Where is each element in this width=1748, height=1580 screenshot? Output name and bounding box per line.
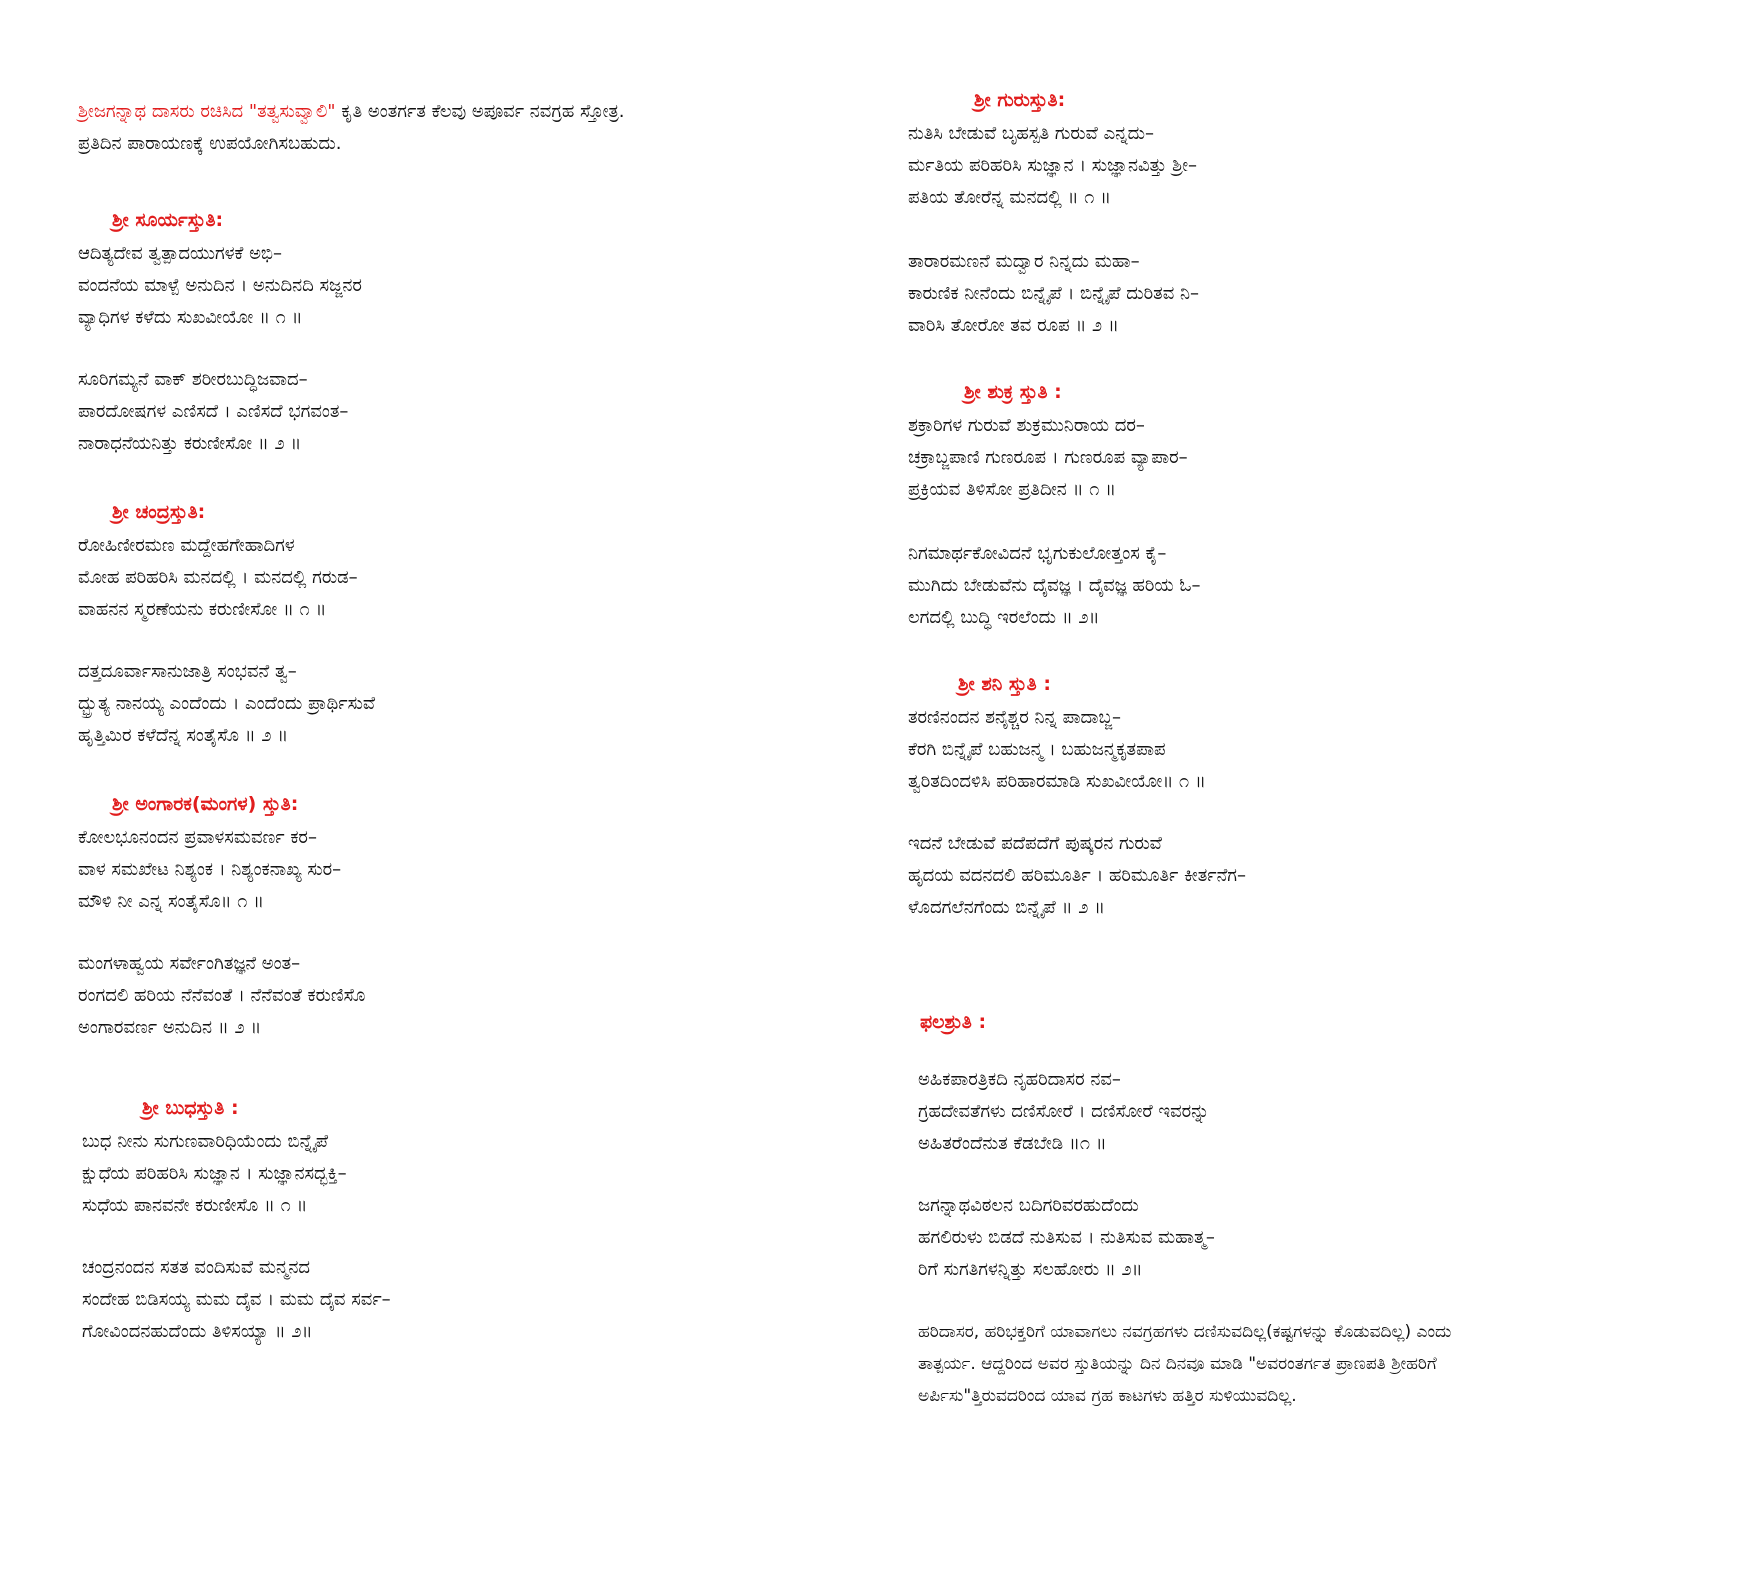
stanza-surya-2 bbox=[78, 364, 348, 460]
section-heading: ಶ್ರೀ ಚಂದ್ರಸ್ತುತಿ: bbox=[112, 501, 206, 523]
heading-shukra bbox=[964, 376, 1062, 408]
verse-line: ವ್ಯಾಧಿಗಳ ಕಳೆದು ಸುಖವೀಯೋ ॥ ೧ ॥ bbox=[78, 307, 303, 328]
stanza-guru-2 bbox=[908, 246, 1199, 342]
heading-budha bbox=[142, 1092, 239, 1124]
verse-line: ಮೋಹ ಪರಿಹರಿಸಿ ಮನದಲ್ಲಿ । ಮನದಲ್ಲಿ ಗರುಡ– bbox=[78, 567, 358, 588]
verse-line: ಬುಧ ನೀನು ಸುಗುಣವಾರಿಧಿಯೆಂದು ಬಿನ್ನೈಪೆ bbox=[82, 1131, 329, 1152]
verse-line: ನಿಗಮಾರ್ಥಕೋವಿದನೆ ಭೃಗುಕುಲೋತ್ತಂಸ ಕೈ– bbox=[908, 543, 1167, 564]
verse-line: ಅಹಿತರೆಂದೆನುತ ಕೆಡಬೇಡಿ ॥೧ ॥ bbox=[918, 1133, 1107, 1154]
stanza-shani-2 bbox=[908, 828, 1246, 924]
stanza-surya-1 bbox=[78, 238, 362, 334]
verse-line: ಪ್ರಕ್ರಿಯವ ತಿಳಿಸೋ ಪ್ರತಿದೀನ ॥ ೧ ॥ bbox=[908, 479, 1116, 500]
verse-line: ಳೊದಗಲೆನಗೆಂದು ಬಿನ್ನೈಪೆ ॥ ೨ ॥ bbox=[908, 897, 1105, 918]
heading-guru bbox=[974, 84, 1065, 116]
verse-line: ಮುಗಿದು ಬೇಡುವೆನು ದೈವಜ್ಞ । ದೈವಜ್ಞ ಹರಿಯ ಓ– bbox=[908, 575, 1201, 596]
closing-line: ತಾತ್ಪರ್ಯ. ಆದ್ದರಿಂದ ಅವರ ಸ್ತುತಿಯನ್ನು ದಿನ ದಿನವೂ ಮಾಡಿ "ಅವರಂತರ್ಗತ ಪ್ರಾಣಪತಿ ಶ್ರೀಹರಿಗೆ bbox=[918, 1354, 1437, 1374]
verse-line: ರ್ಮತಿಯ ಪರಿಹರಿಸಿ ಸುಜ್ಞಾನ । ಸುಜ್ಞಾನವಿತ್ತು ಶ್ರೀ– bbox=[908, 155, 1198, 176]
verse-line: ನಾರಾಧನೆಯನಿತ್ತು ಕರುಣೀಸೋ ॥ ೨ ॥ bbox=[78, 433, 302, 454]
verse-line: ಹೃತ್ತಿಮಿರ ಕಳೆದೆನ್ನ ಸಂತೈಸೊ ॥ ೨ ॥ bbox=[78, 725, 289, 746]
intro-line-2: ಪ್ರತಿದಿನ ಪಾರಾಯಣಕ್ಕೆ ಉಪಯೋಗಿಸಬಹುದು. bbox=[78, 133, 342, 154]
verse-line: ಚಂದ್ರನಂದನ ಸತತ ವಂದಿಸುವೆ ಮನ್ಮನದ bbox=[82, 1257, 311, 1278]
verse-line: ಶಕ್ರಾರಿಗಳ ಗುರುವೆ ಶುಕ್ರಮುನಿರಾಯ ದರ– bbox=[908, 415, 1145, 436]
verse-line: ವಾಹನನ ಸ್ಮರಣೆಯನು ಕರುಣೀಸೋ ॥ ೧ ॥ bbox=[78, 599, 327, 620]
verse-line: ರೋಹಿಣೀರಮಣ ಮದ್ದೇಹಗೇಹಾದಿಗಳ bbox=[78, 535, 295, 556]
closing-paragraph bbox=[918, 1316, 1451, 1412]
stanza-phalashruti-1 bbox=[918, 1064, 1209, 1160]
verse-line: ನುತಿಸಿ ಬೇಡುವೆ ಬೃಹಸ್ಪತಿ ಗುರುವೆ ಎನ್ನದು– bbox=[908, 123, 1154, 144]
verse-line: ವಂದನೆಯ ಮಾಳ್ಪೆ ಅನುದಿನ । ಅನುದಿನದಿ ಸಜ್ಜನರ bbox=[78, 275, 362, 296]
verse-line: ಜಗನ್ನಾಥವಿಠಲನ ಬದಿಗರಿವರಹುದೆಂದು bbox=[918, 1195, 1139, 1216]
verse-line: ಸೂರಿಗಮ್ಯನೆ ವಾಕ್ ಶರೀರಬುದ್ಧಿಜವಾದ– bbox=[78, 369, 308, 390]
verse-line: ಚಕ್ರಾಬ್ಜಪಾಣಿ ಗುಣರೂಪ । ಗುಣರೂಪ ವ್ಯಾಪಾರ– bbox=[908, 447, 1188, 468]
section-heading: ಶ್ರೀ ಗುರುಸ್ತುತಿ: bbox=[974, 89, 1066, 111]
verse-line: ಕ್ಷುಧೆಯ ಪರಿಹರಿಸಿ ಸುಜ್ಞಾನ । ಸುಜ್ಞಾನಸದ್ಭಕ್ತಿ– bbox=[82, 1163, 347, 1184]
verse-line: ಅಹಿಕಪಾರತ್ರಿಕದಿ ನೃಹರಿದಾಸರ ನವ– bbox=[918, 1069, 1121, 1090]
section-heading: ಫಲಶ್ರುತಿ : bbox=[920, 1011, 987, 1033]
stanza-angaraka-2 bbox=[78, 948, 365, 1044]
verse-line: ಪಾರದೋಷಗಳ ಎಣಿಸದೆ । ಎಣಿಸದೆ ಭಗವಂತ– bbox=[78, 401, 349, 422]
verse-line: ಅಂಗಾರವರ್ಣ ಅನುದಿನ ॥ ೨ ॥ bbox=[78, 1017, 262, 1038]
heading-surya bbox=[112, 204, 223, 236]
verse-line: ತ್ವರಿತದಿಂದಳಿಸಿ ಪರಿಹಾರಮಾಡಿ ಸುಖವೀಯೋ॥ ೧ ॥ bbox=[908, 771, 1206, 792]
section-heading: ಶ್ರೀ ಅಂಗಾರಕ(ಮಂಗಳ) ಸ್ತುತಿ: bbox=[112, 793, 299, 815]
verse-line: ವಾಳ ಸಮಖೇಟ ನಿಶ್ಯಂಕ । ನಿಶ್ಯಂಕನಾಖ್ಯ ಸುರ– bbox=[78, 859, 342, 880]
heading-phalashruti bbox=[920, 1006, 986, 1038]
intro-rest: ಕೃತಿ ಅಂತರ್ಗತ ಕೆಲವು ಅಪೂರ್ವ ನವಗ್ರಹ ಸ್ತೋತ್ರ. bbox=[335, 101, 625, 122]
verse-line: ಆದಿತ್ಯದೇವ ತ್ವತ್ಪಾದಯುಗಳಕೆ ಅಭಿ– bbox=[78, 243, 283, 264]
stanza-chandra-2 bbox=[78, 656, 375, 752]
heading-shani bbox=[958, 668, 1051, 700]
intro-block bbox=[78, 96, 625, 160]
stanza-phalashruti-2 bbox=[918, 1190, 1215, 1286]
verse-line: ಹಗಲಿರುಳು ಬಿಡದೆ ನುತಿಸುವ । ನುತಿಸುವ ಮಹಾತ್ಮ– bbox=[918, 1227, 1215, 1248]
heading-chandra bbox=[112, 496, 205, 528]
verse-line: ಕೋಲಭೂನಂದನ ಪ್ರವಾಳಸಮವರ್ಣ ಕರ– bbox=[78, 827, 317, 848]
verse-line: ಸುಧೆಯ ಪಾನವನೇ ಕರುಣೀಸೊ ॥ ೧ ॥ bbox=[82, 1195, 308, 1216]
stanza-shani-1 bbox=[908, 702, 1206, 798]
verse-line: ಗೋವಿಂದನಹುದೆಂದು ತಿಳಿಸಯ್ಯಾ ॥ ೨॥ bbox=[82, 1321, 313, 1342]
stanza-shukra-2 bbox=[908, 538, 1200, 634]
verse-line: ಕೆರಗಿ ಬಿನ್ನೈಪೆ ಬಹುಜನ್ಮ । ಬಹುಜನ್ಮಕೃತಪಾಪ bbox=[908, 739, 1166, 760]
stanza-shukra-1 bbox=[908, 410, 1188, 506]
intro-line-1 bbox=[78, 96, 625, 128]
closing-line: ಹರಿದಾಸರ, ಹರಿಭಕ್ತರಿಗೆ ಯಾವಾಗಲು ನವಗ್ರಹಗಳು ದಣಿಸುವದಿಲ್ಲ(ಕಷ್ಟಗಳನ್ನು ಕೊಡುವದಿಲ್ಲ) ಎಂದು bbox=[918, 1322, 1452, 1342]
verse-line: ಇದನೆ ಬೇಡುವೆ ಪದೆಪದೆಗೆ ಪುಷ್ಕರನ ಗುರುವೆ bbox=[908, 833, 1162, 854]
stanza-guru-1 bbox=[908, 118, 1197, 214]
verse-line: ಮೌಳಿ ನೀ ಎನ್ನ ಸಂತೈಸೊ॥ ೧ ॥ bbox=[78, 891, 265, 912]
stanza-chandra-1 bbox=[78, 530, 358, 626]
verse-line: ದತ್ತದೂರ್ವಾಸಾನುಜಾತ್ರಿ ಸಂಭವನೆ ತ್ವ– bbox=[78, 661, 297, 682]
verse-line: ತರಣಿನಂದನ ಶನೈಶ್ಚರ ನಿನ್ನ ಪಾದಾಬ್ಜ– bbox=[908, 707, 1121, 728]
verse-line: ದ್ಭ್ರುತ್ಯ ನಾನಯ್ಯ ಎಂದೆಂದು । ಎಂದೆಂದು ಪ್ರಾರ್ಥಿಸುವೆ bbox=[78, 693, 376, 714]
verse-line: ರಂಗದಲಿ ಹರಿಯ ನೆನೆವಂತೆ । ನೆನೆವಂತೆ ಕರುಣಿಸೊ bbox=[78, 985, 366, 1006]
verse-line: ತಾರಾರಮಣನೆ ಮದ್ವಾರ ನಿನ್ನದು ಮಹಾ– bbox=[908, 251, 1140, 272]
stanza-angaraka-1 bbox=[78, 822, 341, 918]
verse-line: ಲಗದಲ್ಲಿ ಬುದ್ಧಿ ಇರಲೆಂದು ॥ ೨॥ bbox=[908, 607, 1100, 628]
verse-line: ಹೃದಯ ವದನದಲಿ ಹರಿಮೂರ್ತಿ । ಹರಿಮೂರ್ತಿ ಕೀರ್ತನೆಗ– bbox=[908, 865, 1247, 886]
verse-line: ಗ್ರಹದೇವತೆಗಳು ದಣಿಸೋರೆ । ದಣಿಸೋರೆ ಇವರನ್ನು bbox=[918, 1101, 1210, 1122]
verse-line: ಸಂದೇಹ ಬಿಡಿಸಯ್ಯ ಮಮ ದೈವ । ಮಮ ದೈವ ಸರ್ವ– bbox=[82, 1289, 391, 1310]
verse-line: ಮಂಗಳಾಹ್ವಯ ಸರ್ವೇಂಗಿತಜ್ಞನೆ ಅಂತ– bbox=[78, 953, 301, 974]
section-heading: ಶ್ರೀ ಶುಕ್ರ ಸ್ತುತಿ : bbox=[964, 381, 1062, 403]
section-heading: ಶ್ರೀ ಬುಧಸ್ತುತಿ : bbox=[142, 1097, 239, 1119]
verse-line: ಕಾರುಣಿಕ ನೀನೆಂದು ಬಿನ್ನೈಪೆ । ಬಿನ್ನೈಪೆ ದುರಿತವ ನಿ– bbox=[908, 283, 1199, 304]
section-heading: ಶ್ರೀ ಶನಿ ಸ್ತುತಿ : bbox=[958, 673, 1051, 695]
verse-line: ಪತಿಯ ತೋರೆನ್ನ ಮನದಲ್ಲಿ ॥ ೧ ॥ bbox=[908, 187, 1111, 208]
section-heading: ಶ್ರೀ ಸೂರ್ಯಸ್ತುತಿ: bbox=[112, 209, 224, 231]
verse-line: ರಿಗೆ ಸುಗತಿಗಳನ್ನಿತ್ತು ಸಲಹೋರು ॥ ೨॥ bbox=[918, 1259, 1143, 1280]
closing-line: ಅರ್ಪಿಸು"ತ್ತಿರುವದರಿಂದ ಯಾವ ಗ್ರಹ ಕಾಟಗಳು ಹತ್ತಿರ ಸುಳಿಯುವದಿಲ್ಲ. bbox=[918, 1386, 1297, 1406]
verse-line: ವಾರಿಸಿ ತೋರೋ ತವ ರೂಪ ॥ ೨ ॥ bbox=[908, 315, 1119, 336]
heading-angaraka bbox=[112, 788, 298, 820]
intro-title: ಶ್ರೀಜಗನ್ನಾಥ ದಾಸರು ರಚಿಸಿದ "ತತ್ವಸುವ್ವಾಲಿ" bbox=[78, 101, 336, 122]
stanza-budha-1 bbox=[82, 1126, 347, 1222]
stanza-budha-2 bbox=[82, 1252, 391, 1348]
